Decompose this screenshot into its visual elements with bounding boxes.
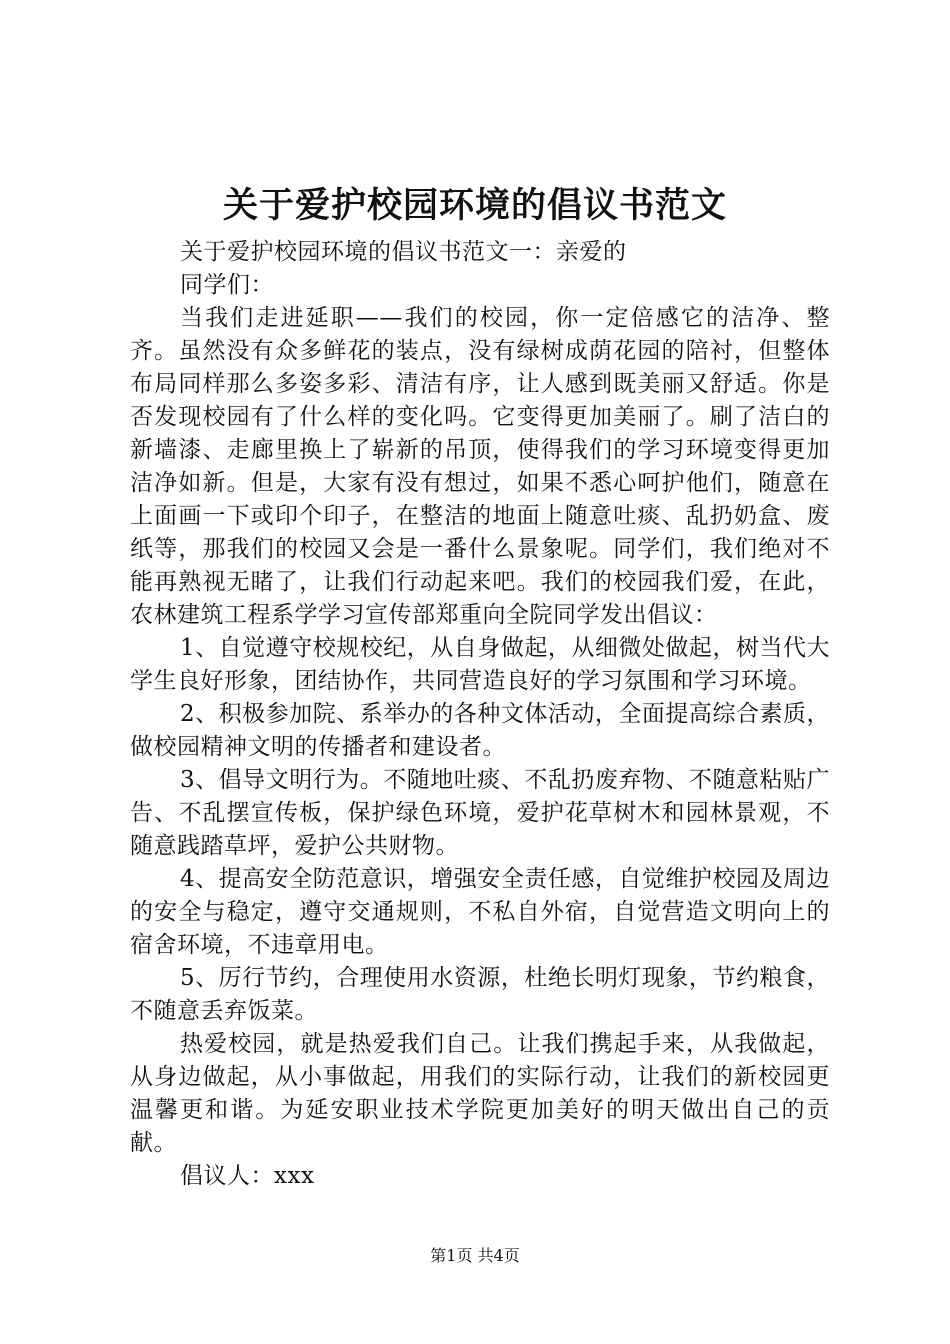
paragraph-item-2: 2、积极参加院、系举办的各种文体活动，全面提高综合素质，做校园精神文明的传播者和建设者。 [130,701,830,760]
paragraph-closing: 热爱校园，就是热爱我们自己。让我们携起手来，从我做起，从身边做起，从小事做起，用我们的实际行动，让我们的新校园更温馨更和谐。为延安职业技术学院更加美好的明天做出自己的贡献。 [130,1031,830,1156]
paragraph-signature: 倡议人：xxx [180,1163,315,1189]
paragraph-item-3: 3、倡导文明行为。不随地吐痰、不乱扔废弃物、不随意粘贴广告、不乱摆宣传板，保护绿色环境，爱护花草树木和园林景观，不随意践踏草坪，爱护公共财物。 [130,767,830,859]
paragraph-salutation: 同学们： [180,272,274,298]
paragraph-item-5: 5、厉行节约，合理使用水资源，杜绝长明灯现象，节约粮食，不随意丢弃饭菜。 [130,965,830,1024]
paragraph-item-4: 4、提高安全防范意识，增强安全责任感，自觉维护校园及周边的安全与稳定，遵守交通规则，不私自外宿，自觉营造文明向上的宿舍环境，不违章用电。 [130,866,830,958]
document-title: 关于爱护校园环境的倡议书范文 [222,185,727,226]
paragraph-item-1: 1、自觉遵守校规校纪，从自身做起，从细微处做起，树当代大学生良好形象，团结协作，共同营造良好的学习氛围和学习环境。 [130,635,830,694]
paragraph-intro: 关于爱护校园环境的倡议书范文一：亲爱的 [180,239,627,265]
paragraph-main: 当我们走进延职——我们的校园，你一定倍感它的洁净、整齐。虽然没有众多鲜花的装点，没有绿树成荫花园的陪衬，但整体布局同样那么多姿多彩、清洁有序，让人感到既美丽又舒适。你是否发现校园有了什么样的变化吗。它变得更加美丽了。刷了洁白的新墙漆、走廊里换上了崭新的吊顶，使得我们的学习环境变得更加洁净如新。但是，大家有没有想过，如果不悉心呵护他们，随意在上面画一下或印个印子，在整洁的地面上随意吐痰、乱扔奶盒、废纸等，那我们的校园又会是一番什么景象呢。同学们，我们绝对不能再熟视无睹了，让我们行动起来吧。我们的校园我们爱，在此，农林建筑工程系学学习宣传部郑重向全院同学发出倡议： [130,305,830,628]
page-footer: 第1页 共4页 [430,1246,520,1265]
document-body [130,236,830,1193]
